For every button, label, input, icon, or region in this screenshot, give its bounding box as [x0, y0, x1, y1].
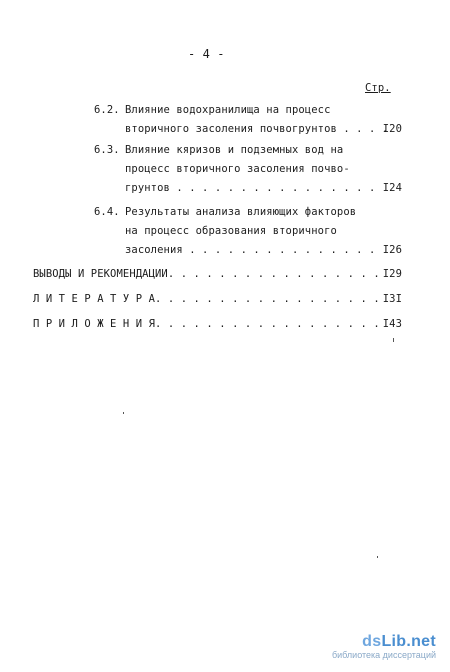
scan-speck [393, 338, 394, 342]
watermark [332, 633, 436, 660]
toc-entry-number: 6.2. [94, 104, 120, 116]
toc-entry-line: процесс вторичного засоления почво- [125, 163, 350, 175]
toc-entry-line: на процесс образования вторичного [125, 225, 337, 237]
toc-entry-page: I3I [382, 293, 402, 305]
toc-entry-page: I26 [382, 244, 402, 256]
toc-entry-line: Влияние водохранилища на процесс [125, 104, 331, 116]
toc-entry-line: Результаты анализа влияющих факторов [125, 206, 357, 218]
toc-entry-page: I29 [382, 268, 402, 280]
page-number: - 4 - [188, 47, 225, 61]
toc-entry-line: Влияние кяризов и подземных вод на [125, 144, 344, 156]
scan-speck [377, 556, 378, 558]
toc-entry-number: 6.4. [94, 206, 120, 218]
scan-speck [123, 412, 124, 414]
toc-entry-line: вторичного засоления почвогрунтов . . . . [125, 123, 389, 135]
watermark-logo: dsLib.net [362, 633, 436, 650]
toc-entry-line: Л И Т Е Р А Т У Р А. . . . . . . . . . . . . . . . . . [33, 293, 380, 305]
toc-entry-line: П Р И Л О Ж Е Н И Я. . . . . . . . . . . . . . . . . . [33, 318, 380, 330]
toc-entry-line: грунтов . . . . . . . . . . . . . . . . [125, 182, 376, 194]
watermark-subtitle: библиотека диссертаций [331, 650, 436, 660]
toc-entry-page: I24 [382, 182, 402, 194]
toc-entry-line: засоления . . . . . . . . . . . . . . . [125, 244, 376, 256]
toc-entry-page: I43 [382, 318, 402, 330]
toc-entry-page: I20 [382, 123, 402, 135]
toc-entry-line: ВЫВОДЫ И РЕКОМЕНДАЦИИ. . . . . . . . . . . . . . . . . [33, 268, 380, 280]
toc-entry-number: 6.3. [94, 144, 120, 156]
page-column-header: Стр. [365, 82, 391, 94]
